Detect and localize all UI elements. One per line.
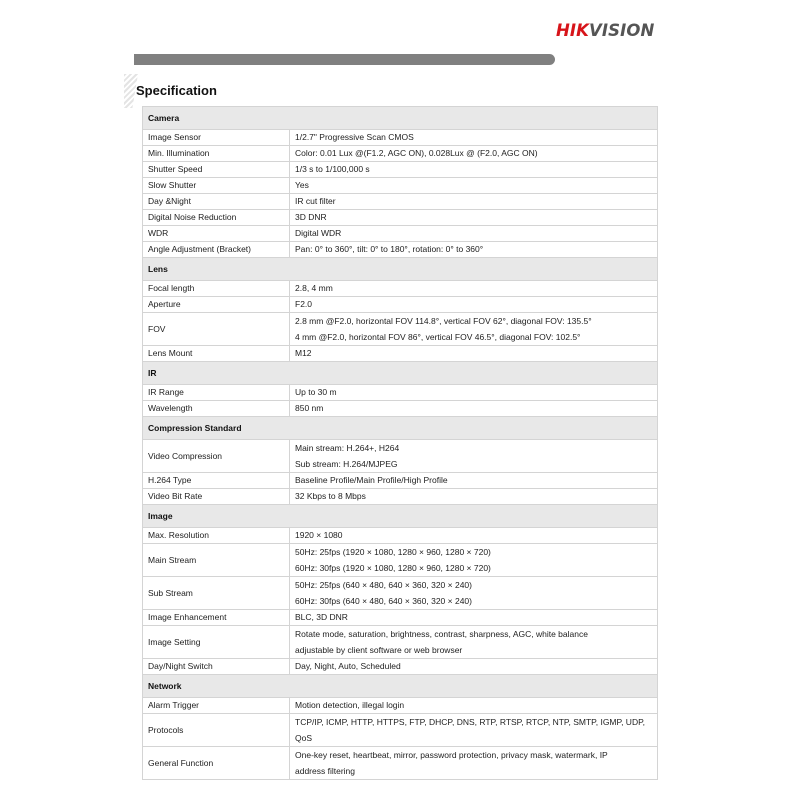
spec-row bbox=[143, 194, 658, 210]
spec-value bbox=[290, 162, 658, 178]
spec-label: Wavelength bbox=[143, 401, 290, 417]
spec-value bbox=[290, 210, 658, 226]
spec-value-line: 60Hz: 30fps (1920 × 1080, 1280 × 960, 1280 × 720) bbox=[295, 563, 491, 573]
spec-value bbox=[290, 226, 658, 242]
header-bar bbox=[134, 54, 555, 65]
spec-value bbox=[290, 626, 658, 659]
spec-label: Day/Night Switch bbox=[143, 659, 290, 675]
spec-value bbox=[290, 610, 658, 626]
spec-value bbox=[290, 130, 658, 146]
section-title: IR bbox=[143, 362, 658, 385]
section-header bbox=[143, 362, 658, 385]
spec-row bbox=[143, 659, 658, 675]
spec-label: Image Enhancement bbox=[143, 610, 290, 626]
spec-label: Day &Night bbox=[143, 194, 290, 210]
section-title: Image bbox=[143, 505, 658, 528]
spec-value-line: 1/2.7" Progressive Scan CMOS bbox=[295, 132, 414, 142]
spec-row bbox=[143, 528, 658, 544]
spec-value-line: Color: 0.01 Lux @(F1.2, AGC ON), 0.028Lux @ (F2.0, AGC ON) bbox=[295, 148, 538, 158]
spec-value-line: Baseline Profile/Main Profile/High Profile bbox=[295, 475, 448, 485]
spec-value-line: F2.0 bbox=[295, 299, 313, 309]
spec-row bbox=[143, 747, 658, 780]
spec-row bbox=[143, 544, 658, 577]
spec-label: Lens Mount bbox=[143, 346, 290, 362]
spec-row bbox=[143, 313, 658, 346]
spec-value bbox=[290, 385, 658, 401]
spec-row bbox=[143, 178, 658, 194]
spec-value-line: QoS bbox=[295, 733, 313, 743]
spec-value-line: One-key reset, heartbeat, mirror, password protection, privacy mask, watermark, IP bbox=[295, 750, 608, 760]
spec-value-line: 4 mm @F2.0, horizontal FOV 86°, vertical FOV 46.5°, diagonal FOV: 102.5° bbox=[295, 332, 581, 342]
section-header bbox=[143, 417, 658, 440]
spec-row bbox=[143, 146, 658, 162]
spec-label: Sub Stream bbox=[143, 577, 290, 610]
section-title: Lens bbox=[143, 258, 658, 281]
page-title: Specification bbox=[136, 83, 217, 98]
spec-value-line: 850 nm bbox=[295, 403, 324, 413]
spec-row bbox=[143, 210, 658, 226]
spec-label: Slow Shutter bbox=[143, 178, 290, 194]
spec-label: Min. Illumination bbox=[143, 146, 290, 162]
spec-value-line: adjustable by client software or web browser bbox=[295, 645, 463, 655]
spec-value-line: Digital WDR bbox=[295, 228, 342, 238]
spec-label: Max. Resolution bbox=[143, 528, 290, 544]
spec-value-line: 60Hz: 30fps (640 × 480, 640 × 360, 320 × 240) bbox=[295, 596, 472, 606]
spec-table bbox=[142, 106, 658, 780]
spec-value-line: 50Hz: 25fps (640 × 480, 640 × 360, 320 × 240) bbox=[295, 580, 472, 590]
spec-row bbox=[143, 698, 658, 714]
spec-value-line: IR cut filter bbox=[295, 196, 336, 206]
spec-value bbox=[290, 281, 658, 297]
spec-row bbox=[143, 401, 658, 417]
spec-label: Protocols bbox=[143, 714, 290, 747]
spec-value-line: Yes bbox=[295, 180, 309, 190]
spec-value bbox=[290, 297, 658, 313]
spec-row bbox=[143, 130, 658, 146]
spec-label: WDR bbox=[143, 226, 290, 242]
spec-value bbox=[290, 714, 658, 747]
spec-label: Aperture bbox=[143, 297, 290, 313]
section-header bbox=[143, 258, 658, 281]
spec-value-line: 3D DNR bbox=[295, 212, 327, 222]
spec-value-line: 32 Kbps to 8 Mbps bbox=[295, 491, 366, 501]
spec-value-line: Pan: 0° to 360°, tilt: 0° to 180°, rotation: 0° to 360° bbox=[295, 244, 484, 254]
spec-label: Angle Adjustment (Bracket) bbox=[143, 242, 290, 258]
section-header bbox=[143, 675, 658, 698]
section-title: Camera bbox=[143, 107, 658, 130]
section-header bbox=[143, 107, 658, 130]
spec-value-line: 1/3 s to 1/100,000 s bbox=[295, 164, 370, 174]
spec-row bbox=[143, 242, 658, 258]
spec-row bbox=[143, 714, 658, 747]
section-header bbox=[143, 505, 658, 528]
spec-row bbox=[143, 281, 658, 297]
spec-label: Image Setting bbox=[143, 626, 290, 659]
spec-row bbox=[143, 385, 658, 401]
spec-value bbox=[290, 146, 658, 162]
spec-value-line: address filtering bbox=[295, 766, 356, 776]
spec-value-line: Sub stream: H.264/MJPEG bbox=[295, 459, 398, 469]
spec-value bbox=[290, 178, 658, 194]
spec-value bbox=[290, 659, 658, 675]
spec-row bbox=[143, 577, 658, 610]
spec-row bbox=[143, 162, 658, 178]
spec-value-line: 2.8, 4 mm bbox=[295, 283, 333, 293]
spec-value bbox=[290, 698, 658, 714]
spec-row bbox=[143, 473, 658, 489]
spec-value-line: 1920 × 1080 bbox=[295, 530, 343, 540]
spec-value-line: M12 bbox=[295, 348, 312, 358]
spec-value-line: Rotate mode, saturation, brightness, contrast, sharpness, AGC, white balance bbox=[295, 629, 588, 639]
spec-value bbox=[290, 473, 658, 489]
spec-label: Video Compression bbox=[143, 440, 290, 473]
spec-label: Video Bit Rate bbox=[143, 489, 290, 505]
spec-value-line: TCP/IP, ICMP, HTTP, HTTPS, FTP, DHCP, DNS, RTP, RTSP, RTCP, NTP, SMTP, IGMP, UDP, bbox=[295, 717, 646, 727]
spec-label: Alarm Trigger bbox=[143, 698, 290, 714]
spec-row bbox=[143, 440, 658, 473]
spec-row bbox=[143, 346, 658, 362]
spec-value-line: Motion detection, illegal login bbox=[295, 700, 405, 710]
spec-label: Shutter Speed bbox=[143, 162, 290, 178]
spec-value bbox=[290, 544, 658, 577]
spec-label: Digital Noise Reduction bbox=[143, 210, 290, 226]
spec-label: FOV bbox=[143, 313, 290, 346]
spec-value bbox=[290, 528, 658, 544]
spec-value-line: 2.8 mm @F2.0, horizontal FOV 114.8°, vertical FOV 62°, diagonal FOV: 135.5° bbox=[295, 316, 592, 326]
spec-row bbox=[143, 226, 658, 242]
spec-label: Image Sensor bbox=[143, 130, 290, 146]
spec-value bbox=[290, 577, 658, 610]
spec-value bbox=[290, 194, 658, 210]
spec-value bbox=[290, 401, 658, 417]
spec-value-line: BLC, 3D DNR bbox=[295, 612, 348, 622]
spec-row bbox=[143, 610, 658, 626]
spec-value-line: Up to 30 m bbox=[295, 387, 337, 397]
section-title: Compression Standard bbox=[143, 417, 658, 440]
spec-value-line: 50Hz: 25fps (1920 × 1080, 1280 × 960, 1280 × 720) bbox=[295, 547, 491, 557]
spec-value bbox=[290, 489, 658, 505]
spec-label: H.264 Type bbox=[143, 473, 290, 489]
spec-value-line: Main stream: H.264+, H264 bbox=[295, 443, 400, 453]
spec-value-line: Day, Night, Auto, Scheduled bbox=[295, 661, 401, 671]
spec-value bbox=[290, 313, 658, 346]
spec-row bbox=[143, 489, 658, 505]
spec-label: IR Range bbox=[143, 385, 290, 401]
spec-label: Main Stream bbox=[143, 544, 290, 577]
spec-value bbox=[290, 346, 658, 362]
hikvision-logo: HIKVISION bbox=[556, 21, 655, 40]
spec-value bbox=[290, 747, 658, 780]
spec-value bbox=[290, 440, 658, 473]
spec-row bbox=[143, 297, 658, 313]
section-title: Network bbox=[143, 675, 658, 698]
spec-label: Focal length bbox=[143, 281, 290, 297]
spec-value bbox=[290, 242, 658, 258]
spec-label: General Function bbox=[143, 747, 290, 780]
spec-row bbox=[143, 626, 658, 659]
